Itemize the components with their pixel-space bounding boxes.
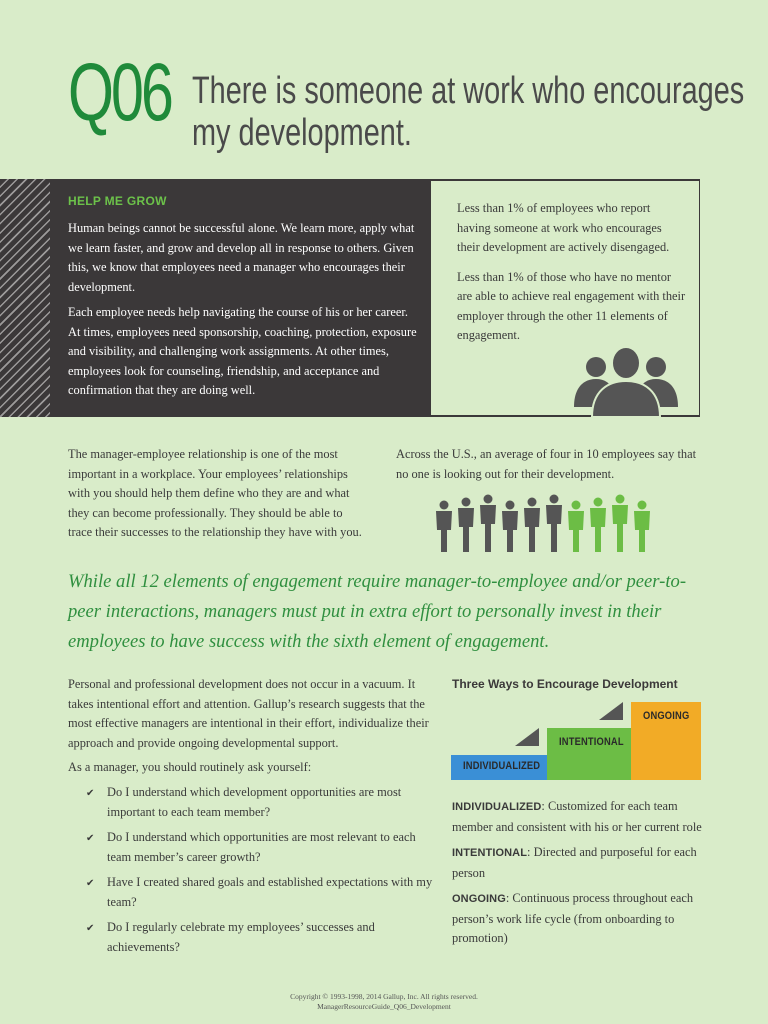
stat-2: Less than 1% of those who have no mentor are able to achieve real engagement with their employer through the other 11 elements of engagement. [457, 269, 686, 342]
person-body [568, 511, 584, 552]
person-head [440, 501, 449, 510]
help-section-body [68, 219, 420, 401]
list-item-text: Do I understand which opportunities are most relevant to each team member’s career growth? [107, 830, 416, 864]
person-silhouette-icon [634, 501, 650, 553]
document-id: ManagerResourceGuide_Q06_Development [317, 1002, 451, 1011]
person-head [528, 498, 537, 507]
definition-intentional [452, 843, 712, 883]
person-head [572, 501, 581, 510]
definition-text: : Continuous process throughout each person’s work life cycle (from onboarding to promotion) [452, 891, 694, 945]
person-head [484, 495, 493, 504]
page-title [192, 70, 745, 154]
check-icon: ✔ [86, 878, 95, 889]
step-arrow-2 [599, 702, 623, 720]
relationship-paragraph: The manager-employee relationship is one of the most important in a workplace. Your employees’ relationships with you should help them define who they are and what they can become professionally. They should be able to trace their successes to the relationship they have with you. [68, 447, 362, 539]
question-checklist [86, 783, 438, 963]
person-body [590, 508, 606, 552]
stats-text [457, 199, 687, 346]
person-silhouette-icon [480, 495, 496, 553]
person-body [634, 511, 650, 552]
definition-term: ONGOING [452, 893, 506, 905]
person-silhouette-icon [612, 495, 628, 553]
footer [0, 992, 768, 1012]
person-head [638, 501, 647, 510]
question-number: Q06 [68, 47, 171, 138]
step-label-individualized: INDIVIDUALIZED [463, 760, 541, 772]
list-item [86, 783, 438, 822]
person-silhouette-icon [546, 495, 562, 553]
person-body [612, 505, 628, 552]
person-head [594, 498, 603, 507]
hatch-decoration [0, 179, 50, 417]
person-body [458, 508, 474, 552]
list-item [86, 873, 438, 912]
people-group-icon [572, 345, 680, 417]
step-label-ongoing: ONGOING [643, 710, 690, 722]
person-body [546, 505, 562, 552]
across-us-paragraph: Across the U.S., an average of four in 10 employees say that no one is looking out for their development. [396, 447, 697, 481]
list-item-text: Do I regularly celebrate my employees’ successes and achievements? [107, 920, 375, 954]
definition-text: : Directed and purposeful for each person [452, 845, 697, 880]
check-icon: ✔ [86, 833, 95, 844]
definition-term: INTENTIONAL [452, 847, 528, 859]
person-silhouette-icon [458, 498, 474, 553]
person-body [524, 508, 540, 552]
person-body [480, 505, 496, 552]
person-silhouette-icon [502, 501, 518, 553]
person-head [462, 498, 471, 507]
person-head [506, 501, 515, 510]
pull-quote: While all 12 elements of engagement require manager-to-employee and/or peer-to-peer interactions, managers must put in extra effort to personally invest in their employees to have success with the sixth element of engagement. [68, 571, 687, 652]
person-silhouette-icon [524, 498, 540, 553]
stat-1: Less than 1% of employees who report having someone at work who encourages their development are actively disengaged. [457, 201, 670, 254]
definitions [452, 797, 712, 949]
definition-text: : Customized for each team member and consistent with his or her current role [452, 799, 702, 834]
person-body [502, 511, 518, 552]
list-item-text: Have I created shared goals and established expectations with my team? [107, 875, 433, 909]
help-section-label: HELP ME GROW [68, 194, 167, 208]
list-item-text: Do I understand which development opportunities are most important to each team member? [107, 785, 402, 819]
help-paragraph-2: Each employee needs help navigating the course of his or her career. At times, employees need sponsorship, coaching, protection, exposure and visibility, and challenging work assignments. At other times, employees look for counseling, friendship, and acceptance and confirmation that they are doing well. [68, 305, 417, 397]
check-icon: ✔ [86, 788, 95, 799]
person-silhouette-icon [568, 501, 584, 553]
step-label-intentional: INTENTIONAL [559, 736, 624, 748]
copyright: Copyright © 1993-1998, 2014 Gallup, Inc. All rights reserved. [290, 992, 478, 1001]
definition-ongoing [452, 889, 712, 949]
title-line-2: my development. [192, 112, 412, 154]
ask-intro: As a manager, you should routinely ask yourself: [68, 760, 312, 774]
ways-title: Three Ways to Encourage Development [452, 677, 678, 691]
check-icon: ✔ [86, 923, 95, 934]
person-silhouette-icon [436, 501, 452, 553]
title-line-1: There is someone at work who encourages [192, 70, 745, 112]
definition-individualized [452, 797, 712, 837]
crowd-figure [433, 490, 653, 552]
definition-term: INDIVIDUALIZED [452, 801, 542, 813]
development-paragraph: Personal and professional development does not occur in a vacuum. It takes intentional effort and attention. Gallup’s research suggests that the most effective managers are intentional in their effort, individualize their approach and provide ongoing developmental support. [68, 677, 429, 750]
stairs-diagram [451, 700, 701, 782]
help-paragraph-1: Human beings cannot be successful alone. We learn more, apply what we learn faster, and grow and develop all in response to others. Given this, we know that employees need a manager who encourages their development. [68, 221, 415, 294]
list-item [86, 828, 438, 867]
person-silhouette-icon [590, 498, 606, 553]
person-body [436, 511, 452, 552]
person-head [550, 495, 559, 504]
person-head [616, 495, 625, 504]
list-item [86, 918, 438, 957]
step-arrow-1 [515, 728, 539, 746]
